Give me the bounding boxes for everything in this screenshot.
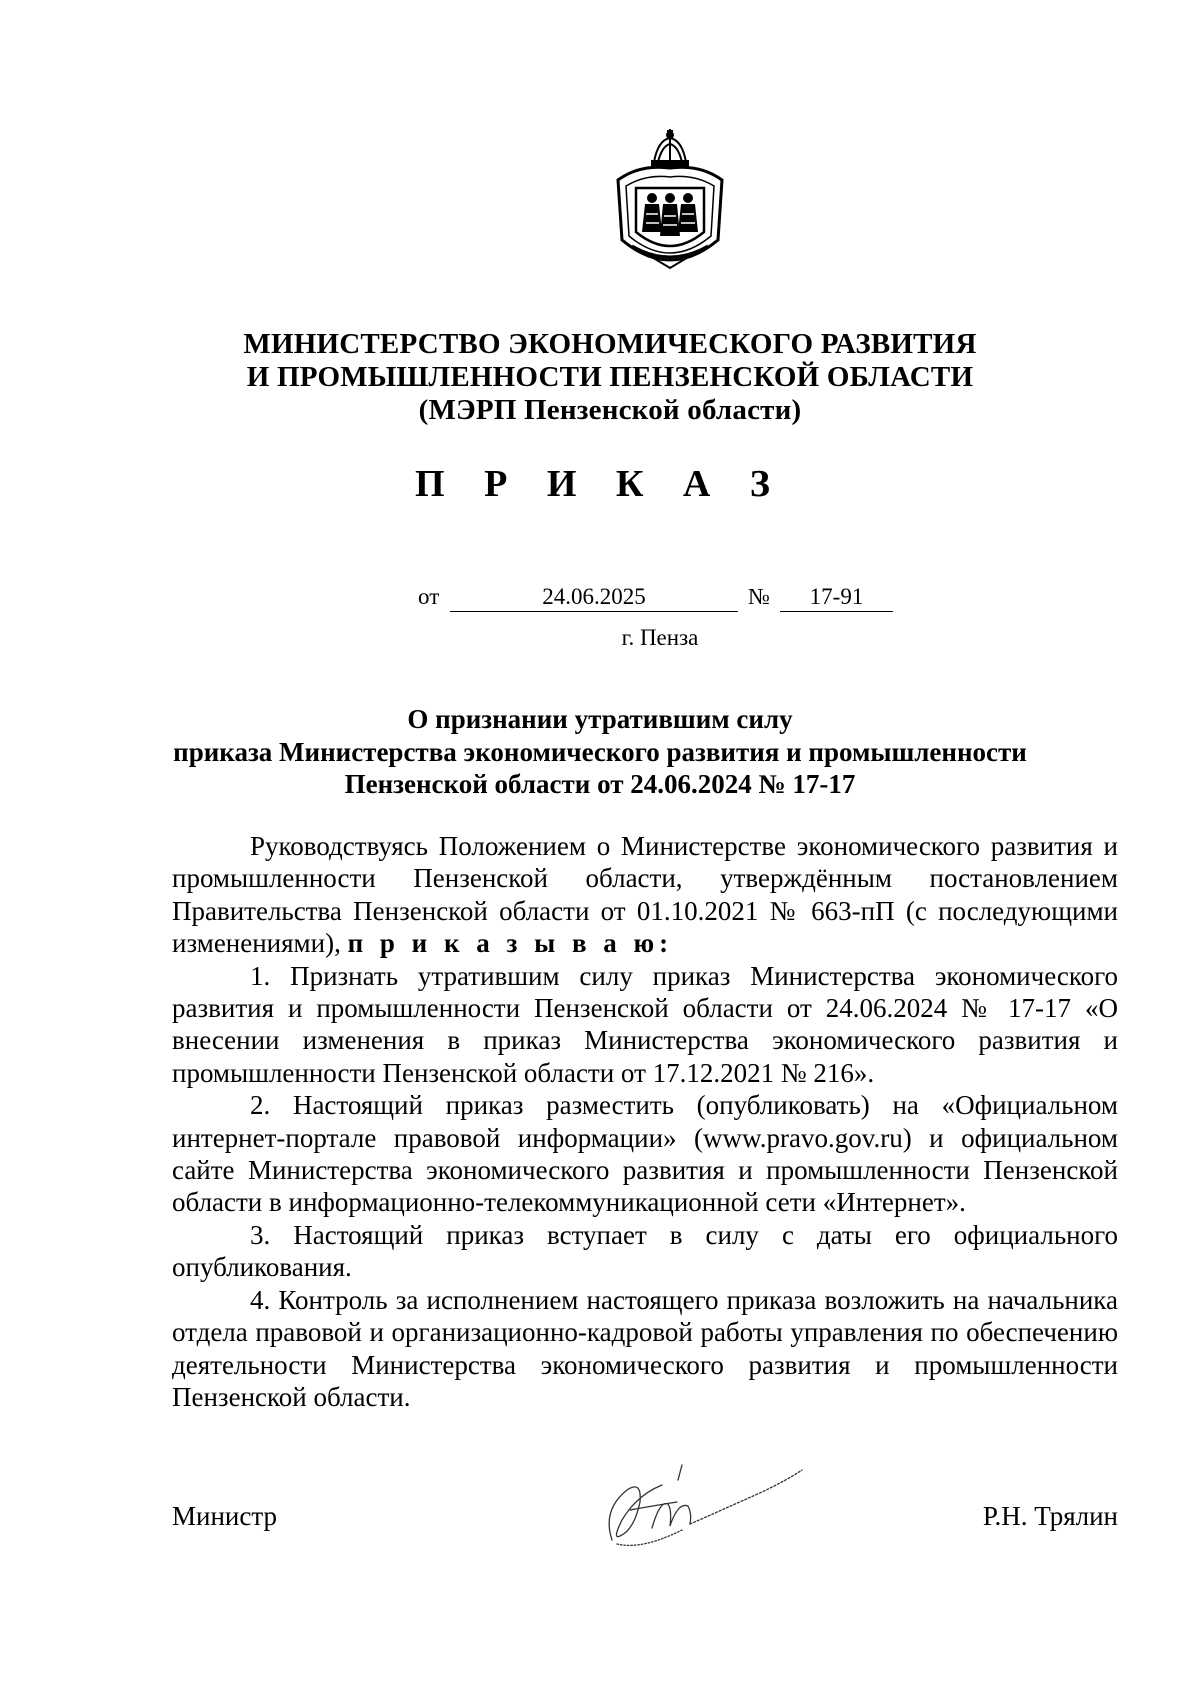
orders-keyword: п р и к а з ы в а ю:: [347, 928, 674, 959]
coat-of-arms-icon: [610, 128, 730, 278]
date-prefix-label: от: [418, 584, 440, 609]
order-date: 24.06.2025: [450, 583, 738, 612]
order-number: 17-91: [780, 583, 893, 612]
organization-name-line-1: МИНИСТЕРСТВО ЭКОНОМИЧЕСКОГО РАЗВИТИЯ: [243, 328, 977, 360]
order-item-3: 3. Настоящий приказ вступает в силу с даты его официального опубликования.: [172, 1219, 1118, 1283]
order-item-1: 1. Признать утратившим силу приказ Министерства экономического развития и промышленности Пензенской области от 24.06.2024 № 17-17 «О внесении изменения в приказ Министерства экономического развития и промышленности Пензенской области от 17.12.2021 № 216».: [172, 960, 1118, 1088]
order-body: [172, 830, 1118, 1413]
organization-abbreviation: (МЭРП Пензенской области): [418, 394, 802, 426]
order-item-2: 2. Настоящий приказ разместить (опубликовать) на «Официальном интернет-портале правовой информации» (www.pravo.gov.ru) и официальном сайте Министерства экономического развития и промышленности Пензенской области в информационно-телекоммуникационной сети «Интернет».: [172, 1090, 1118, 1218]
preamble-text: Руководствуясь Положением о Министерстве экономического развития и промышленности Пензенской области, утверждённым постановлением Правительства Пензенской области от 01.10.2021 № 663-пП (с последующими изменениями),: [172, 831, 1118, 959]
signer-name: Р.Н. Трялин: [982, 1501, 1118, 1531]
organization-name-line-2: И ПРОМЫШЛЕННОСТИ ПЕНЗЕНСКОЙ ОБЛАСТИ: [246, 361, 974, 393]
preamble-paragraph: [172, 830, 1118, 960]
signature-block: [172, 1480, 1118, 1560]
document-type-title: П Р И К А З: [415, 463, 785, 505]
subject-line-3: Пензенской области от 24.06.2024 № 17-17: [344, 769, 856, 799]
subject-line-2: приказа Министерства экономического развития и промышленности: [173, 737, 1027, 767]
handwritten-signature: [582, 1440, 812, 1560]
number-sign-label: №: [748, 584, 770, 609]
order-item-4: 4. Контроль за исполнением настоящего приказа возложить на начальника отдела правовой и организационно-кадровой работы управления по обеспечению деятельности Министерства экономического развития и промышленности Пензенской области.: [172, 1284, 1118, 1412]
subject-line-1: О признании утратившим силу: [407, 704, 793, 734]
signer-position: Министр: [172, 1501, 277, 1531]
city-label: г. Пенза: [621, 625, 699, 650]
